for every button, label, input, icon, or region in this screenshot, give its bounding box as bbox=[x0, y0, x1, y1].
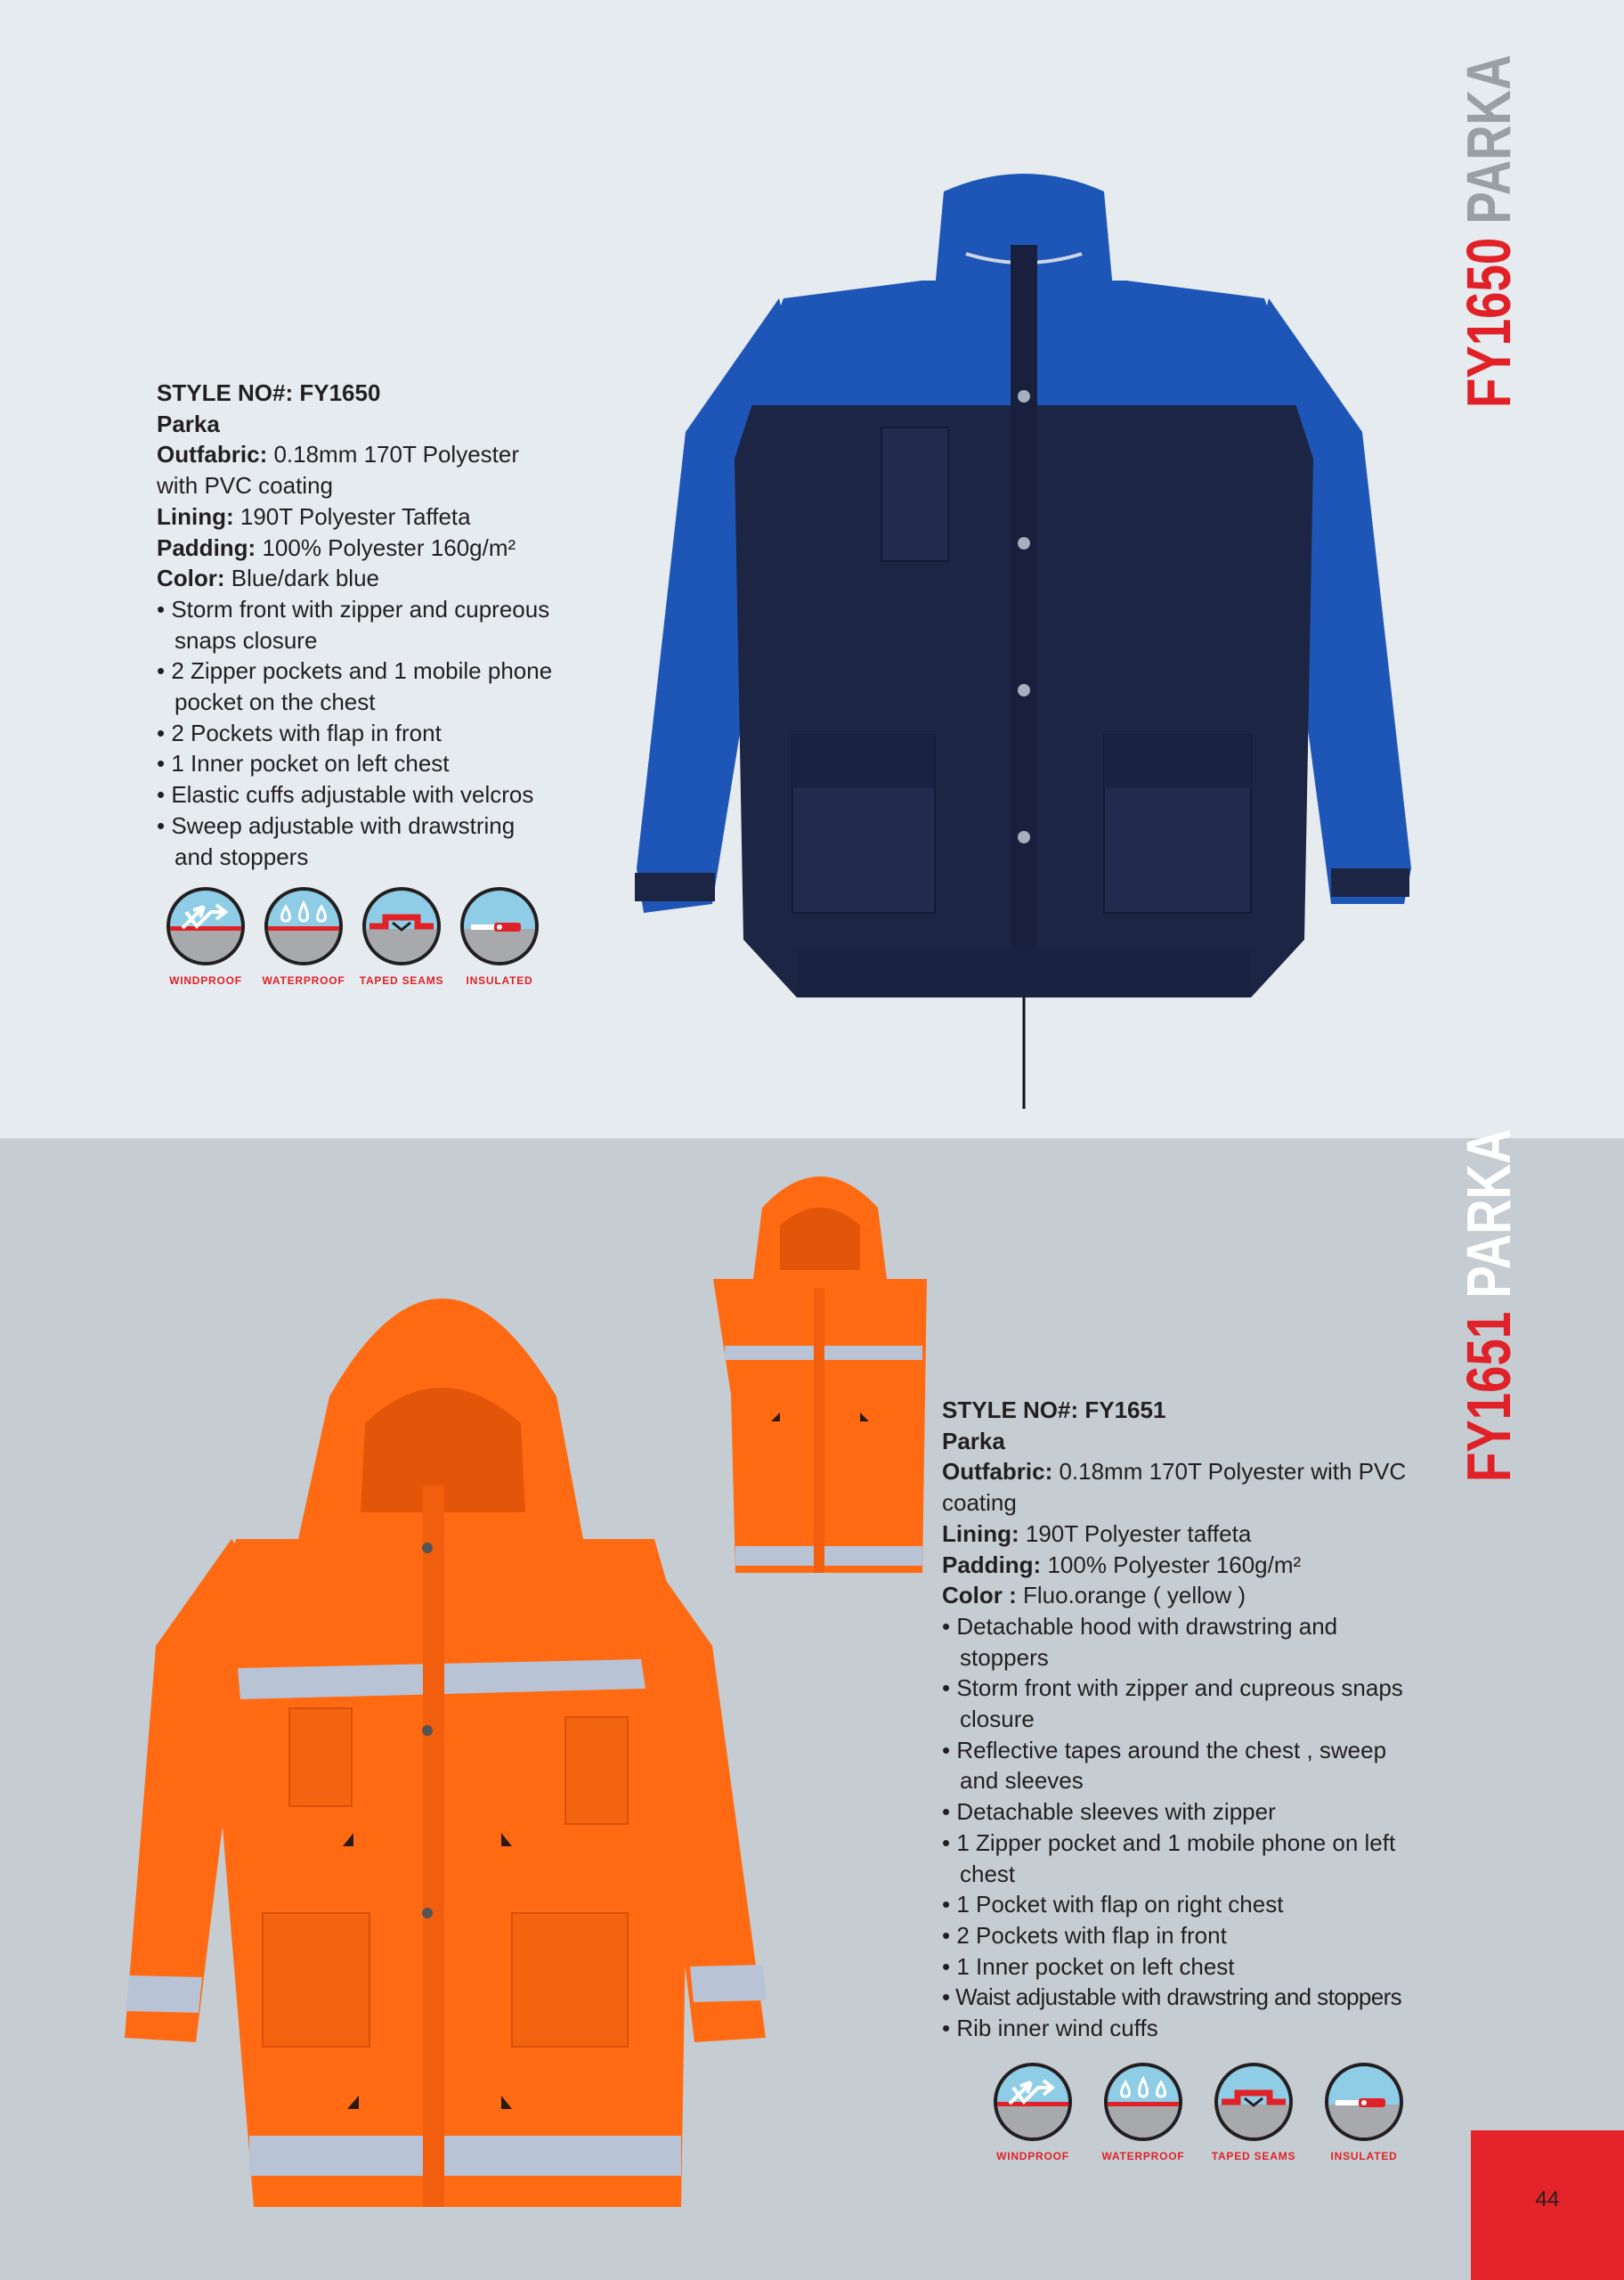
icon-windproof: WINDPROOF bbox=[978, 2063, 1088, 2162]
taped-seams-icon bbox=[1214, 2063, 1293, 2141]
spec-outfabric-cont: with PVC coating bbox=[157, 472, 333, 500]
feature-item: • Detachable hood with drawstring and bbox=[942, 1612, 1338, 1640]
feature-item: • 2 Zipper pockets and 1 mobile phone bbox=[157, 657, 553, 685]
vertical-title-fy1651 bbox=[1453, 1129, 1524, 1482]
feature-item: • Elastic cuffs adjustable with velcros bbox=[157, 781, 534, 809]
product-section-fy1650 bbox=[0, 0, 1624, 1138]
parka-fy1650-image bbox=[628, 165, 1420, 1109]
product-section-fy1651 bbox=[0, 1128, 1624, 2280]
spec-color: Color : Fluo.orange ( yellow ) bbox=[942, 1582, 1246, 1609]
feature-item: • 2 Pockets with flap in front bbox=[942, 1921, 1227, 1949]
feature-item-cont: pocket on the chest bbox=[175, 688, 376, 716]
style-number: STYLE NO#: FY1651 bbox=[942, 1396, 1166, 1423]
waterproof-icon bbox=[1104, 2063, 1182, 2141]
vertical-title-code: FY1650 bbox=[1454, 237, 1523, 408]
spec-padding: Padding: 100% Polyester 160g/m² bbox=[942, 1551, 1302, 1578]
feature-item: • Reflective tapes around the chest , sweep bbox=[942, 1736, 1387, 1763]
feature-item: • 1 Zipper pocket and 1 mobile phone on left bbox=[942, 1828, 1396, 1856]
page-number-box bbox=[1471, 2130, 1624, 2280]
feature-icons-fy1651 bbox=[978, 2063, 1419, 2162]
taped-seams-icon bbox=[362, 887, 441, 965]
feature-icons-fy1650 bbox=[157, 887, 548, 987]
feature-item-cont: and sleeves bbox=[960, 1767, 1084, 1795]
icon-taped-seams: TAPED SEAMS bbox=[353, 887, 451, 987]
feature-item-cont: and stoppers bbox=[175, 843, 309, 870]
vertical-title-code: FY1651 bbox=[1454, 1311, 1523, 1482]
spec-outfabric-cont: coating bbox=[942, 1489, 1017, 1517]
windproof-icon bbox=[994, 2063, 1072, 2141]
icon-taped-seams: TAPED SEAMS bbox=[1198, 2063, 1309, 2162]
feature-item: • 2 Pockets with flap in front bbox=[157, 719, 442, 746]
feature-item: • Sweep adjustable with drawstring bbox=[157, 811, 516, 839]
spec-outfabric: Outfabric: 0.18mm 170T Polyester with PVC bbox=[942, 1458, 1407, 1486]
page-number: 44 bbox=[1535, 2187, 1560, 2211]
spec-lining: Lining: 190T Polyester Taffeta bbox=[157, 502, 471, 530]
feature-item-cont: chest bbox=[960, 1860, 1016, 1887]
icon-waterproof: WATERPROOF bbox=[255, 887, 353, 987]
feature-item: • Waist adjustable with drawstring and stoppers bbox=[942, 1983, 1402, 2011]
icon-insulated: INSULATED bbox=[1309, 2063, 1419, 2162]
spec-block-fy1651 bbox=[942, 1395, 1414, 2044]
spec-padding: Padding: 100% Polyester 160g/m² bbox=[157, 533, 516, 561]
spec-color: Color: Blue/dark blue bbox=[157, 565, 379, 592]
feature-item-cont: stoppers bbox=[960, 1643, 1049, 1671]
feature-item: • 1 Inner pocket on left chest bbox=[157, 750, 450, 778]
style-number: STYLE NO#: FY1650 bbox=[157, 379, 381, 406]
product-type: Parka bbox=[157, 410, 220, 437]
insulated-icon bbox=[1325, 2063, 1403, 2141]
feature-item: • 1 Inner pocket on left chest bbox=[942, 1952, 1235, 1980]
spec-lining: Lining: 190T Polyester taffeta bbox=[942, 1519, 1252, 1547]
feature-item: • Rib inner wind cuffs bbox=[942, 2015, 1158, 2042]
feature-item: • Detachable sleeves with zipper bbox=[942, 1798, 1276, 1826]
feature-item: • 1 Pocket with flap on right chest bbox=[942, 1891, 1284, 1918]
icon-waterproof: WATERPROOF bbox=[1088, 2063, 1198, 2162]
vest-fy1651-image bbox=[709, 1163, 931, 1582]
insulated-icon bbox=[460, 887, 539, 965]
vertical-title-word: PARKA bbox=[1454, 1128, 1523, 1299]
parka-fy1651-image bbox=[120, 1218, 770, 2216]
product-type: Parka bbox=[942, 1427, 1005, 1454]
icon-windproof: WINDPROOF bbox=[157, 887, 255, 987]
feature-item-cont: closure bbox=[960, 1706, 1035, 1733]
feature-item: • Storm front with zipper and cupreous bbox=[157, 595, 550, 623]
vertical-title-fy1650 bbox=[1453, 55, 1524, 408]
spec-outfabric: Outfabric: 0.18mm 170T Polyester bbox=[157, 441, 519, 468]
windproof-icon bbox=[166, 887, 245, 965]
vertical-title-word: PARKA bbox=[1454, 54, 1523, 224]
icon-insulated: INSULATED bbox=[451, 887, 548, 987]
waterproof-icon bbox=[264, 887, 343, 965]
feature-item-cont: snaps closure bbox=[175, 626, 318, 654]
feature-item: • Storm front with zipper and cupreous snaps bbox=[942, 1674, 1403, 1702]
spec-block-fy1650 bbox=[157, 378, 553, 872]
